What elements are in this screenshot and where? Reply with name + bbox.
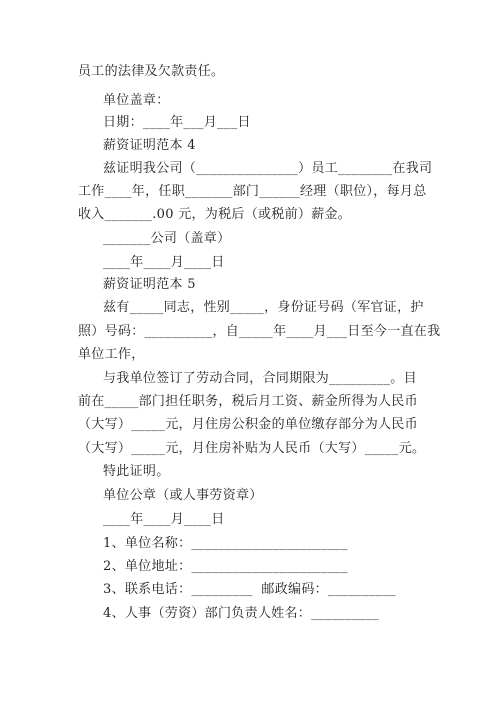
text-line-housing-subsidy: （大写）_____元，月住房补贴为人民币（大写）_____元。 [78,441,426,456]
text-line-comrade-gender-id: 兹有_____同志，性别_____，身份证号码（军官证，护 [103,300,424,315]
section-title-template-5: 薪资证明范本 5 [103,277,196,292]
text-line-income: 收入_______.00 元，为税后（或税前）薪金。 [78,207,352,222]
text-line-work-position: 工作____年，任职_______部门______经理（职位），每月总 [78,184,427,199]
text-line-legal-liability: 员工的法律及欠款责任。 [78,64,225,79]
text-line-phone-postcode: 3、联系电话：_________ 邮政编码：__________ [103,582,396,597]
text-line-department-salary: 前在_____部门担任职务，税后月工资、薪金所得为人民币 [78,394,418,409]
text-line-company-seal: _______公司（盖章） [103,231,231,246]
text-line-unit-name: 1、单位名称：_______________________ [103,536,348,551]
text-line-date-2: ____年____月____日 [103,255,225,270]
text-line-date: 日期：____年___月___日 [103,115,251,130]
text-line-hereby-certify: 特此证明。 [103,464,170,479]
text-line-passport-since: 照）号码：__________，自_____年____月___日至今一直在我 [78,324,441,339]
text-line-unit-address: 2、单位地址：_______________________ [103,559,348,574]
text-line-hr-head-name: 4、人事（劳资）部门负责人姓名：__________ [103,606,380,621]
text-line-housing-fund: （大写）_____元，月住房公积金的单位缴存部分为人民币 [78,417,418,432]
text-line-unit-work: 单位工作， [78,347,145,362]
text-line-date-3: ____年____月____日 [103,512,225,527]
text-line-official-seal: 单位公章（或人事劳资章） [103,488,263,503]
section-title-template-4: 薪资证明范本 4 [103,138,196,153]
text-line-unit-seal: 单位盖章： [103,93,170,108]
text-line-certify-employee: 兹证明我公司（_______________）员工________在我司 [103,161,433,176]
text-line-labor-contract: 与我单位签订了劳动合同，合同期限为_________。目 [103,371,417,386]
